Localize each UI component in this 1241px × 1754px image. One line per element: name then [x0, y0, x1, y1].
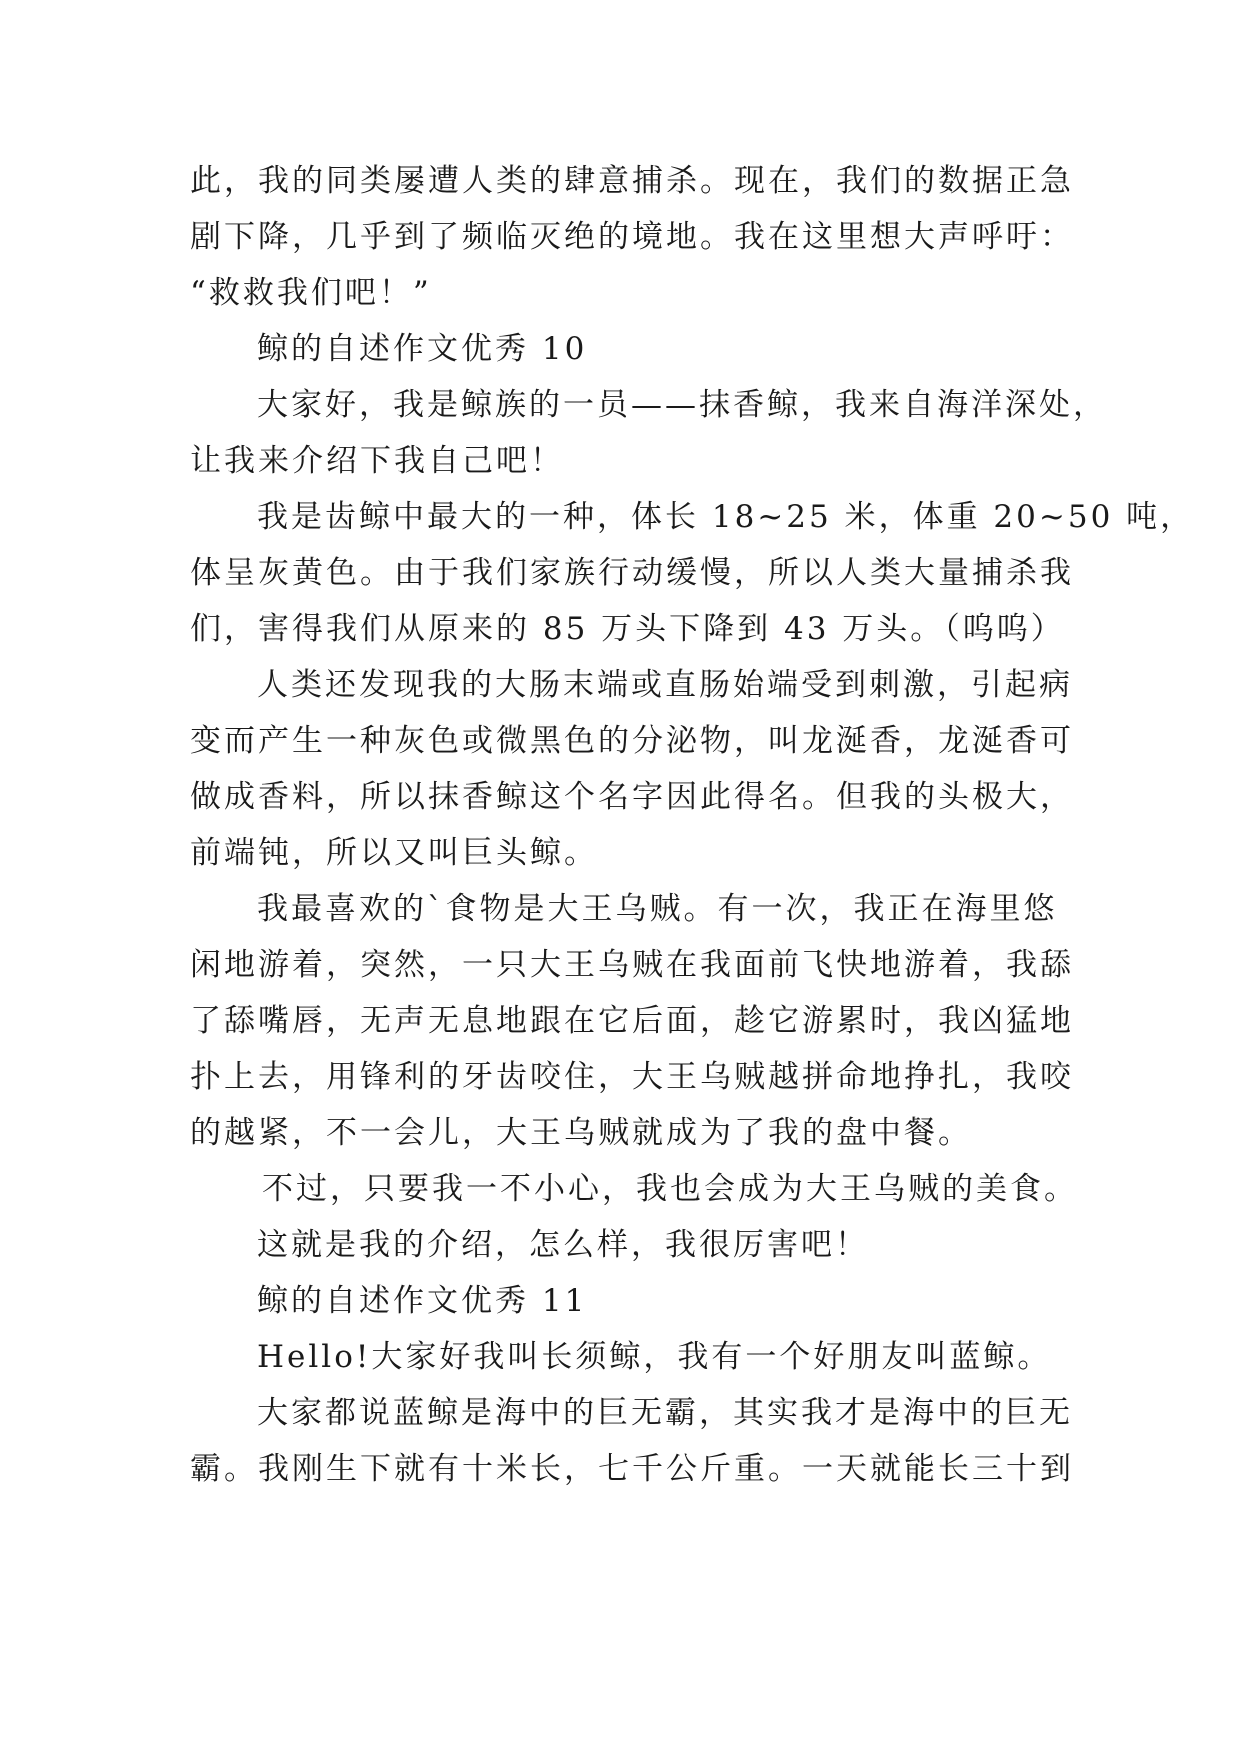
paragraph-line: 霸。我刚生下就有十米长，七千公斤重。一天就能长三十到: [190, 1451, 1074, 1487]
section-heading: 鲸的自述作文优秀 10: [257, 331, 588, 367]
paragraph-line: 体呈灰黄色。由于我们家族行动缓慢，所以人类大量捕杀我: [190, 555, 1074, 591]
paragraph-line: 闲地游着，突然，一只大王乌贼在我面前飞快地游着，我舔: [190, 947, 1074, 983]
paragraph-line: 我最喜欢的`食物是大王乌贼。有一次，我正在海里悠: [257, 891, 1058, 927]
paragraph-line: 变而产生一种灰色或微黑色的分泌物，叫龙涎香，龙涎香可: [190, 723, 1074, 759]
paragraph-line: 前端钝，所以又叫巨头鲸。: [190, 835, 598, 871]
paragraph-line: 扑上去，用锋利的牙齿咬住，大王乌贼越拼命地挣扎，我咬: [190, 1059, 1074, 1095]
paragraph-line: 这就是我的介绍，怎么样，我很厉害吧！: [257, 1227, 869, 1263]
paragraph-line: 让我来介绍下我自己吧！: [190, 443, 564, 479]
document-body: [190, 153, 1195, 1497]
paragraph-line: 人类还发现我的大肠末端或直肠始端受到刺激，引起病: [257, 667, 1073, 703]
paragraph-line: 剧下降，几乎到了频临灭绝的境地。我在这里想大声呼吁：: [190, 219, 1074, 255]
paragraph-line: 们，害得我们从原来的 85 万头下降到 43 万头。（呜呜）: [190, 611, 1065, 647]
paragraph-line: 不过，只要我一不小心，我也会成为大王乌贼的美食。: [262, 1171, 1078, 1207]
section-heading: 鲸的自述作文优秀 11: [257, 1283, 588, 1319]
paragraph-line: 此，我的同类屡遭人类的肆意捕杀。现在，我们的数据正急: [190, 163, 1074, 199]
paragraph-line: 的越紧，不一会儿，大王乌贼就成为了我的盘中餐。: [190, 1115, 972, 1151]
paragraph-line: 大家好，我是鲸族的一员——抹香鲸，我来自海洋深处，: [257, 387, 1107, 423]
paragraph-line: 我是齿鲸中最大的一种，体长 18~25 米，体重 20~50 吨，: [257, 499, 1195, 535]
paragraph-line: Hello!大家好我叫长须鲸，我有一个好朋友叫蓝鲸。: [257, 1339, 1052, 1375]
paragraph-line: “救救我们吧！”: [190, 275, 432, 311]
paragraph-line: 大家都说蓝鲸是海中的巨无霸，其实我才是海中的巨无: [257, 1395, 1073, 1431]
paragraph-line: 做成香料，所以抹香鲸这个名字因此得名。但我的头极大，: [190, 779, 1074, 815]
paragraph-line: 了舔嘴唇，无声无息地跟在它后面，趁它游累时，我凶猛地: [190, 1003, 1074, 1039]
